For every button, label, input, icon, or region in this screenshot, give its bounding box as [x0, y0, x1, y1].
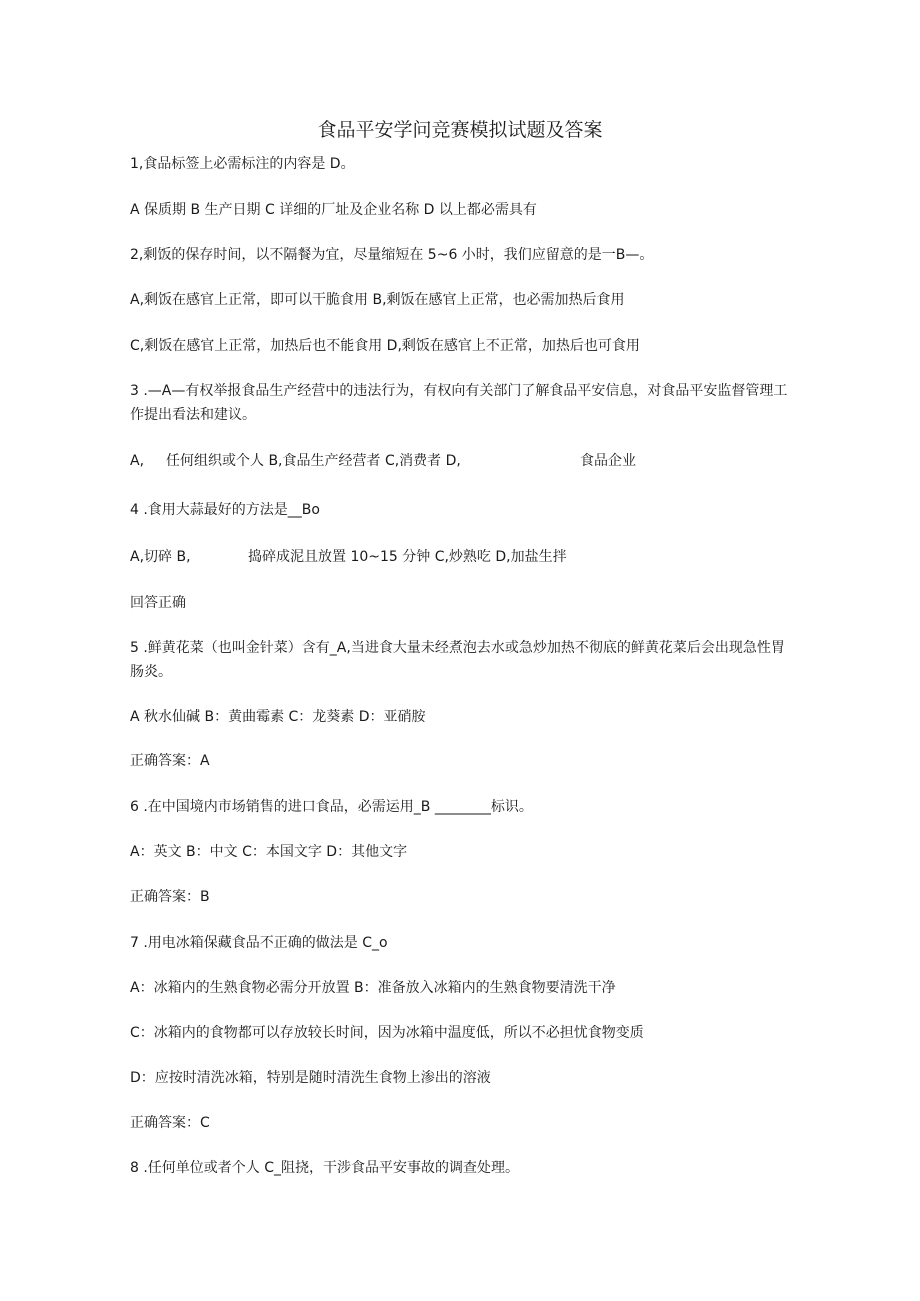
q2-options-ab: A,剩饭在感官上正常，即可以干脆食用 B,剩饭在感官上正常，也必需加热后食用	[130, 292, 625, 308]
q4-options-part2: 捣碎成泥且放置 10~15 分钟 C,炒熟吃 D,加盐生拌	[248, 549, 567, 565]
q1-options: A 保质期 B 生产日期 C 详细的厂址及企业名称 D 以上都必需具有	[130, 202, 537, 218]
q3-question: 3 .—A—有权举报食品生产经营中的违法行为，有权向有关部门了解食品平安信息，对食品平安监督管理工作提出看法和建议。	[130, 383, 788, 423]
q3-options-part2: 任何组织或个人 B,食品生产经营者 C,消费者 D,	[166, 453, 461, 469]
q5-answer: 正确答案：A	[130, 753, 210, 769]
q6-question: 6 .在中国境内市场销售的进口食品，必需运用_B ________标识。	[130, 799, 533, 815]
q4-question: 4 .食用大蒜最好的方法是__Bo	[130, 502, 320, 518]
q3-options	[130, 451, 636, 471]
q4-note: 回答正确	[130, 595, 186, 611]
q7-answer: 正确答案：C	[130, 1115, 210, 1131]
document-title: 食品平安学问竞赛模拟试题及答案	[317, 119, 603, 141]
q5-options: A 秋水仙碱 B：黄曲霉素 C：龙葵素 D：亚硝胺	[130, 709, 426, 725]
q3-options-part1: A,	[130, 453, 145, 469]
q6-options: A：英文 B：中文 C：本国文字 D：其他文字	[130, 844, 408, 860]
q6-answer: 正确答案：B	[130, 889, 210, 905]
q1-question: 1,食品标签上必需标注的内容是 D。	[130, 156, 355, 172]
q4-options	[130, 547, 567, 567]
q7-option-ab: A：冰箱内的生熟食物必需分开放置 B：准备放入冰箱内的生熟食物要清洗干净	[130, 980, 616, 996]
q7-question: 7 .用电冰箱保藏食品不正确的做法是 C_o	[130, 935, 388, 951]
q7-option-c: C：冰箱内的食物都可以存放较长时间，因为冰箱中温度低，所以不必担忧食物变质	[130, 1025, 644, 1041]
q2-options-cd: C,剩饭在感官上正常，加热后也不能食用 D,剩饭在感官上不正常，加热后也可食用	[130, 338, 640, 354]
q5-question: 5 .鲜黄花菜（也叫金针菜）含有_A,当进食大量未经煮泡去水或急炒加热不彻底的鲜黄花菜后会出现急性胃肠炎。	[130, 640, 785, 680]
q4-options-part1: A,切碎 B,	[130, 549, 191, 565]
q8-question: 8 .任何单位或者个人 C_阻挠，干涉食品平安事故的调查处理。	[130, 1160, 520, 1176]
q2-question: 2,剩饭的保存时间，以不隔餐为宜，尽量缩短在 5~6 小时，我们应留意的是一B—。	[130, 247, 654, 263]
q7-option-d: D：应按时清洗冰箱，特别是随时清洗生食物上渗出的溶液	[130, 1070, 491, 1086]
q3-options-part3: 食品企业	[580, 453, 636, 469]
